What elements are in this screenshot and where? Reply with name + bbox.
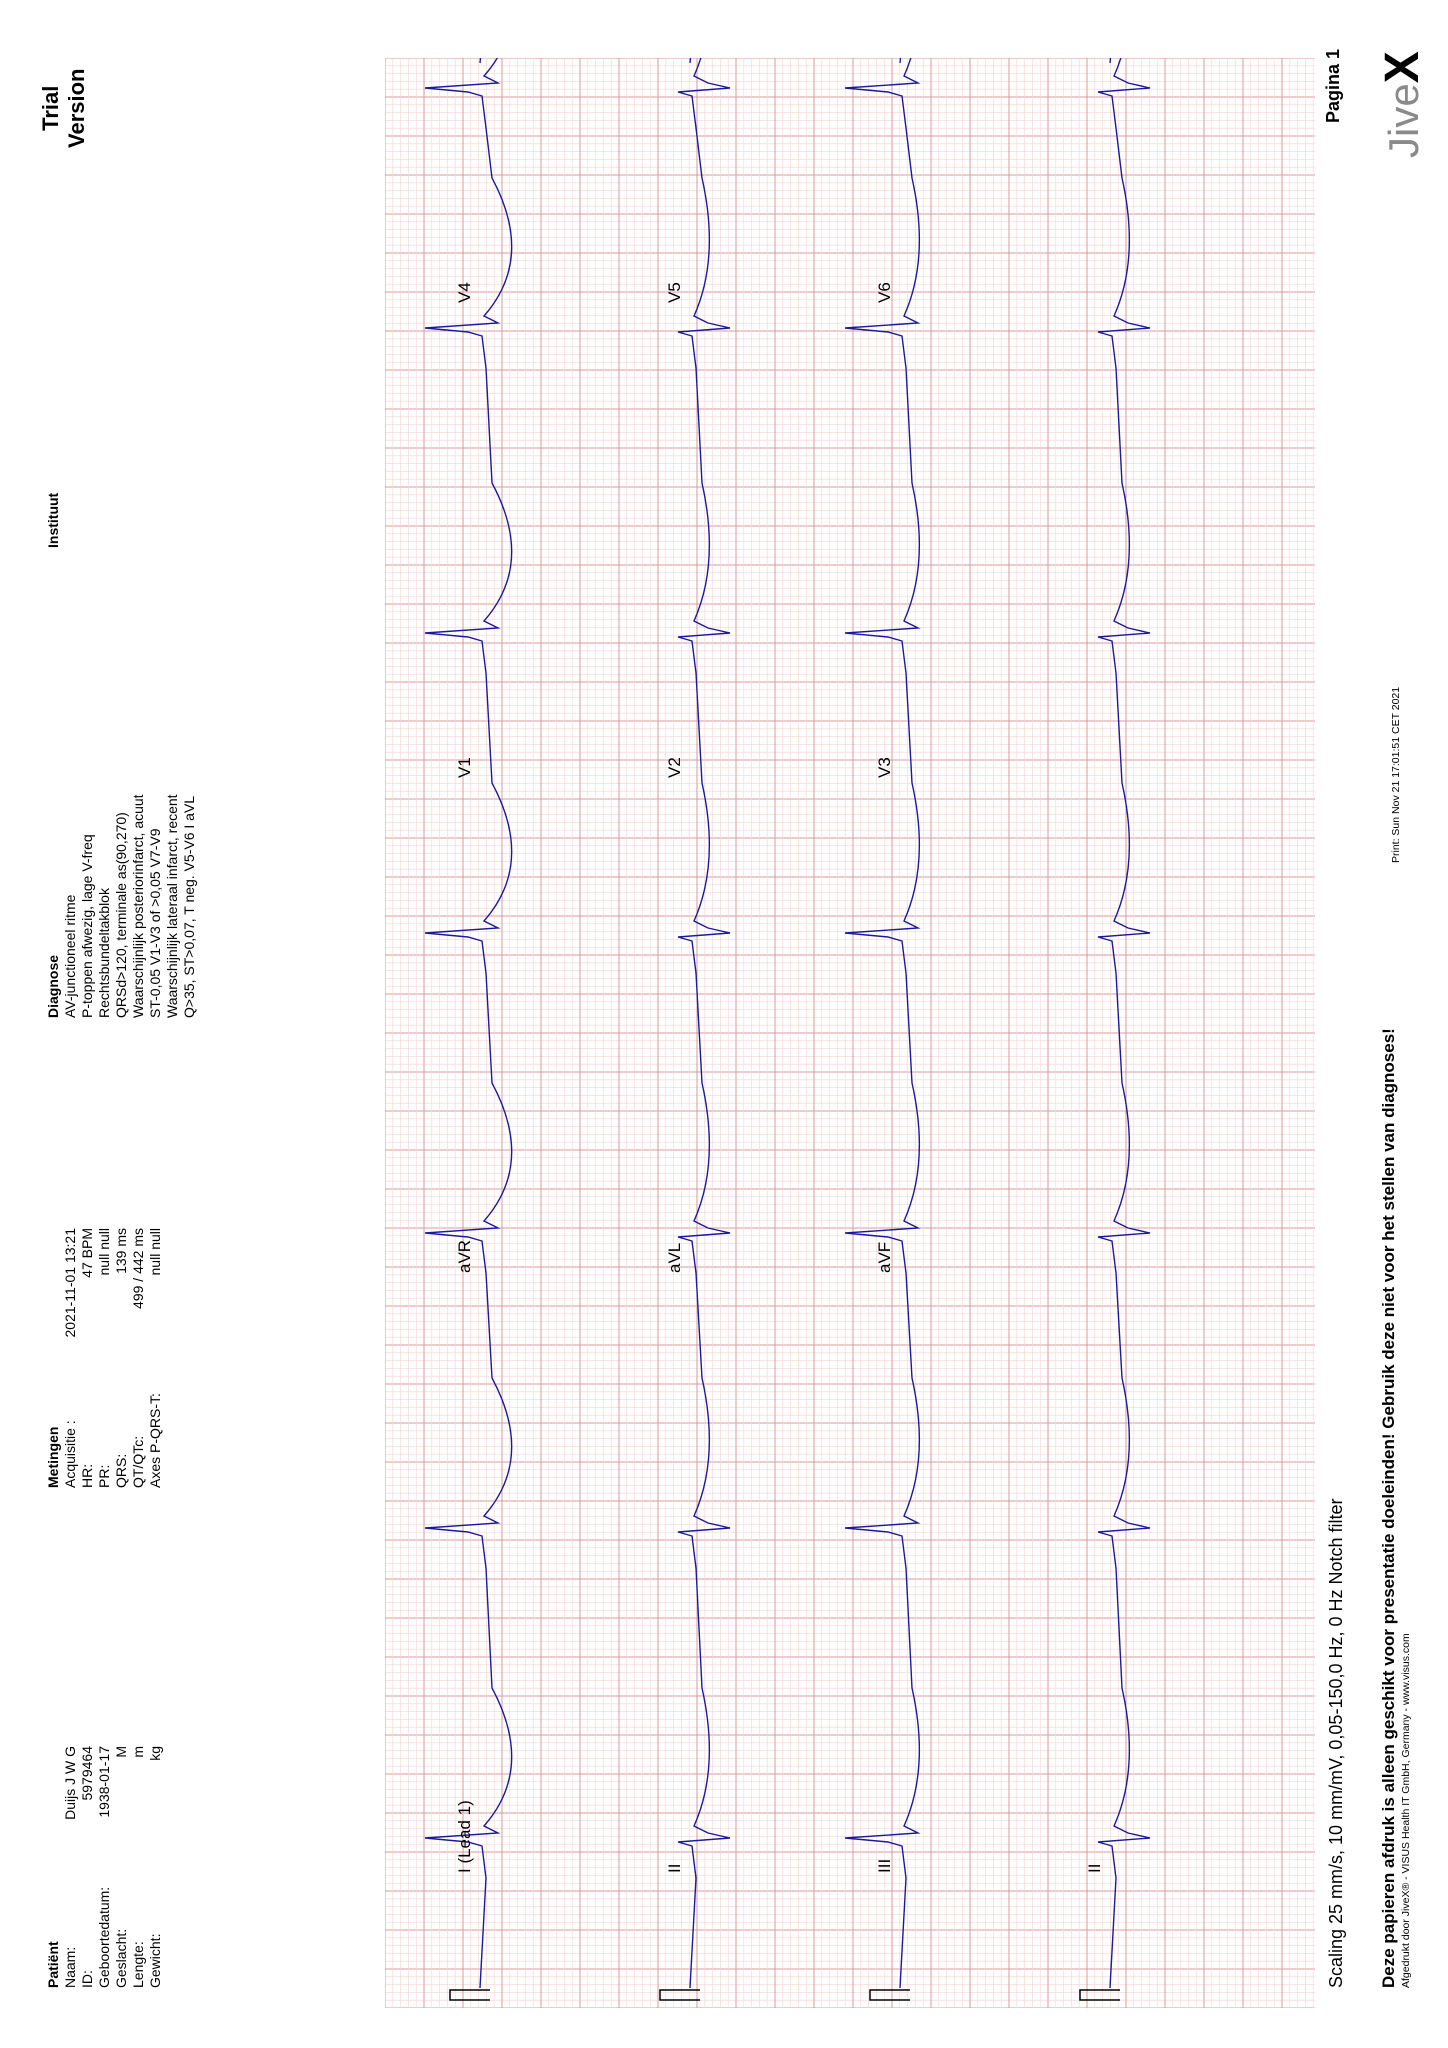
diagnosis-line: Q>35, ST>0,07, T neg. V5-V6 I aVL (181, 795, 197, 1018)
ecg-trace (845, 58, 919, 1988)
page-number: Pagina 1 (1323, 48, 1343, 123)
lead-label: V2 (665, 757, 684, 778)
patient-value: Duijs J W G (62, 1746, 78, 1820)
measurement-row (62, 1228, 79, 1488)
patient-value: 5979464 (79, 1746, 95, 1801)
diagnosis-line: P-toppen afwezig, lage V-freq (79, 834, 95, 1018)
measurement-label: Acquisitie : (62, 1420, 78, 1488)
patient-value: m (130, 1746, 146, 1758)
institute-label: Instituut (45, 492, 61, 548)
lead-label: II (665, 1863, 684, 1873)
patient-row (130, 1746, 147, 1988)
measurement-row (79, 1228, 96, 1488)
measurements-block (45, 1228, 164, 1488)
diagnosis-line: Waarschijnlijk lateraal infarct, recent (164, 794, 180, 1018)
logo-prefix: Jive (1380, 83, 1427, 158)
measurement-label: QRS: (113, 1453, 129, 1488)
jivex-logo (1375, 51, 1430, 158)
ecg-trace (425, 58, 512, 1988)
measurement-value: 499 / 442 ms (130, 1228, 146, 1309)
diagnosis-line: Rechtsbundeltakblok (96, 888, 112, 1018)
measurement-value: 139 ms (113, 1228, 129, 1274)
measurement-label: Axes P-QRS-T: (147, 1393, 163, 1488)
measurement-row (130, 1228, 147, 1488)
ecg-trace (1098, 58, 1150, 1988)
lead-label: V5 (665, 282, 684, 303)
patient-label: Gewicht: (147, 1933, 163, 1988)
lead-label: V6 (875, 282, 894, 303)
measurement-row (96, 1228, 113, 1488)
measurement-value: null null (96, 1228, 112, 1276)
diagnosis-line: Waarschijnlijk posteriorinfarct, acuut (130, 794, 146, 1018)
lead-label: V1 (455, 757, 474, 778)
scaling-info: Scaling 25 mm/s, 10 mm/mV, 0,05-150,0 Hz, 0 Hz Notch filter (1326, 1498, 1346, 1988)
patient-heading: Patiënt (45, 1941, 61, 1988)
trial-watermark-line: Trial (38, 85, 63, 131)
disclaimer-text: Deze papieren afdruk is alleen geschikt voor presentatie doeleinden! Gebruik deze niet voor het stellen van diagnoses! (1379, 1028, 1398, 1988)
diagnosis-line: ST-0,05 V1-V3 of >0,05 V7-V9 (147, 828, 163, 1018)
ecg-grid (385, 58, 1315, 2008)
patient-row (96, 1746, 113, 1988)
patient-block (45, 1746, 164, 1988)
patient-row (113, 1746, 130, 1988)
measurement-row (147, 1228, 164, 1488)
patient-label: Naam: (62, 1946, 78, 1988)
measurement-value: 2021-11-01 13:21 (62, 1228, 78, 1338)
measurement-row (113, 1228, 130, 1488)
patient-label: Lengte: (130, 1941, 146, 1988)
calibration-pulse (450, 1990, 490, 2000)
lead-label: aVF (875, 1241, 894, 1273)
lead-label: III (875, 1858, 894, 1873)
calibration-pulse (870, 1990, 910, 2000)
lead-label: V3 (875, 757, 894, 778)
trial-watermark (38, 69, 90, 148)
lead-label: I (Lead 1) (455, 1800, 474, 1873)
patient-value: kg (147, 1746, 163, 1761)
print-date: Print: Sun Nov 21 17:01:51 CET 2021 (1390, 686, 1402, 863)
measurements-heading: Metingen (45, 1426, 61, 1488)
diagnosis-line: AV-junctioneel ritme (62, 894, 78, 1018)
trial-watermark-line: Version (64, 68, 89, 148)
logo-suffix: X (1376, 51, 1429, 84)
patient-label: Geboortedatum: (96, 1886, 112, 1988)
lead-label: aVR (455, 1239, 474, 1273)
measurement-label: HR: (79, 1463, 95, 1488)
lead-label: V4 (455, 282, 474, 303)
patient-value: M (113, 1746, 129, 1758)
patient-row (79, 1746, 96, 1988)
patient-row (147, 1746, 164, 1988)
generated-by-text: Afgedrukt door JiveX® - VISUS Health IT GmbH, Germany - www.visus.com (1400, 1633, 1412, 1988)
patient-row (62, 1746, 79, 1988)
ecg-trace (678, 58, 730, 1988)
lead-label: aVL (665, 1242, 684, 1273)
calibration-pulse (1080, 1990, 1120, 2000)
measurement-value: null null (147, 1228, 163, 1276)
patient-value: 1938-01-17 (96, 1746, 112, 1818)
ecg-grid-svg (385, 58, 1315, 2008)
measurement-label: PR: (96, 1464, 112, 1488)
lead-label-rhythm: II (1085, 1863, 1104, 1873)
diagnosis-heading: Diagnose (45, 954, 61, 1018)
diagnosis-block (45, 794, 198, 1018)
measurement-label: QT/QTc: (130, 1435, 146, 1488)
measurement-value: 47 BPM (79, 1228, 95, 1278)
patient-label: ID: (79, 1970, 95, 1988)
patient-label: Geslacht: (113, 1928, 129, 1988)
diagnosis-line: QRSd>120, terminale as(90,270) (113, 812, 129, 1018)
